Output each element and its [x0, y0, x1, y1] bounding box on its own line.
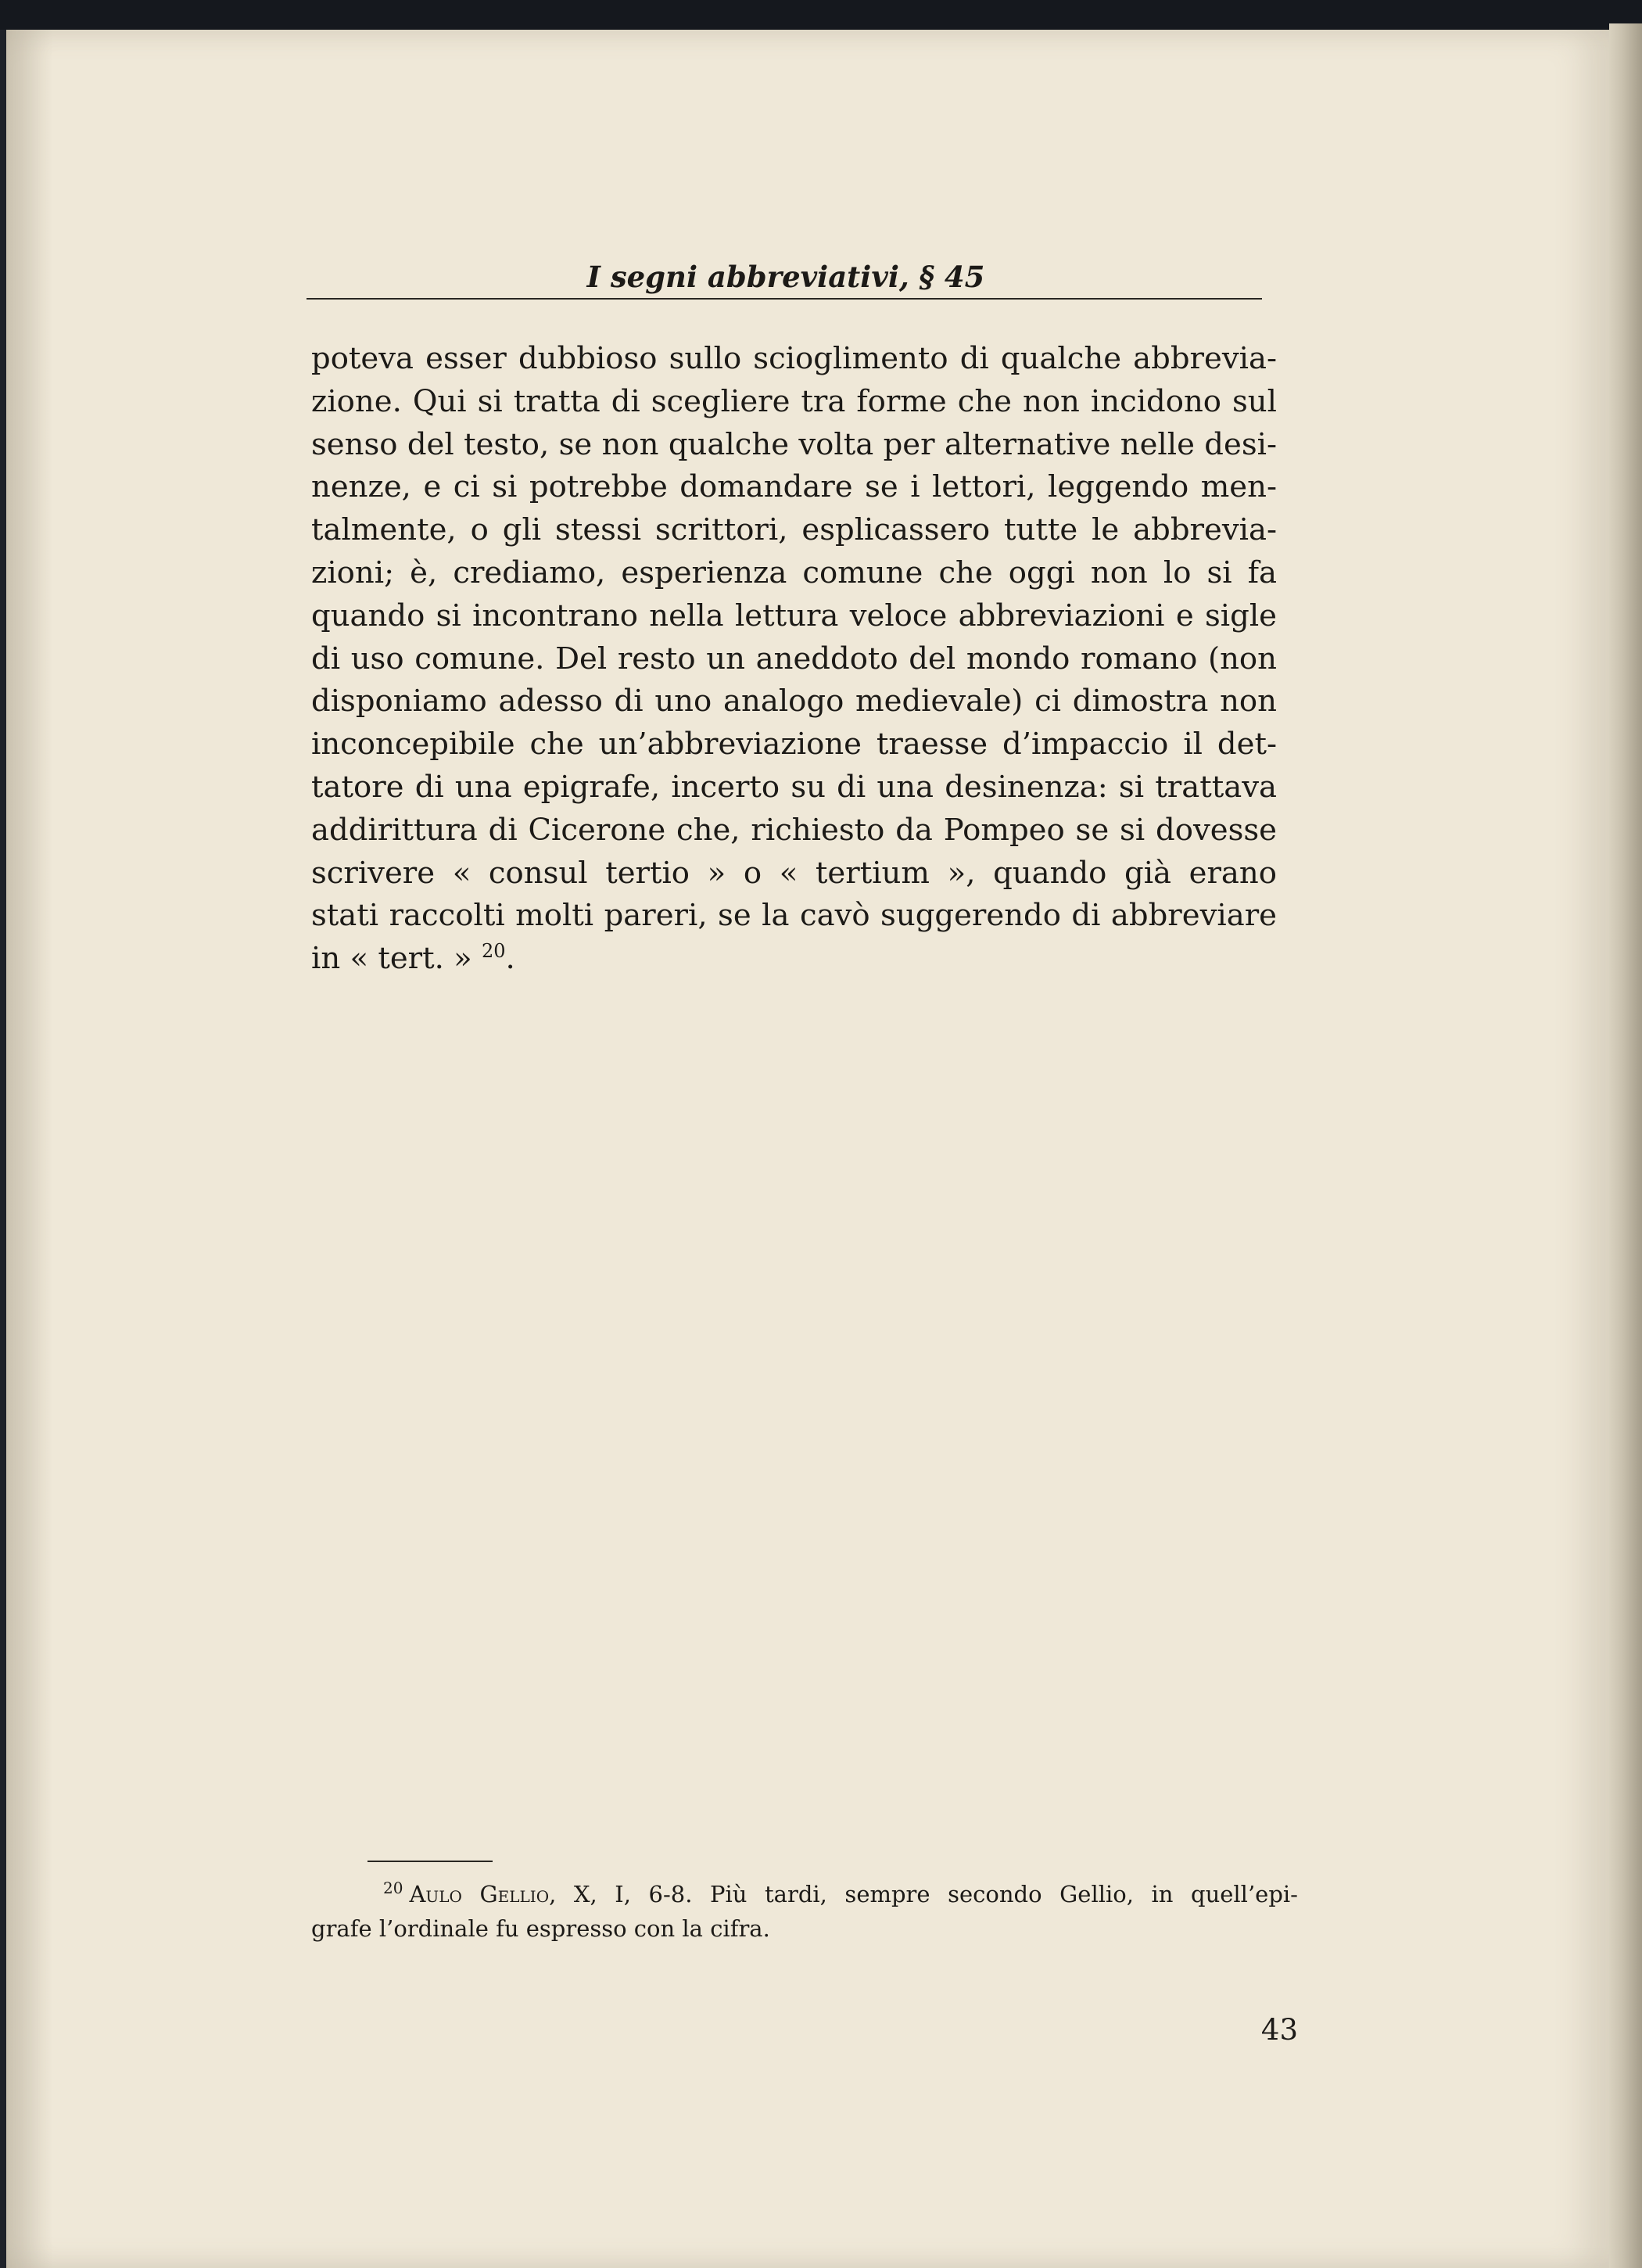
running-header: I segni abbreviativi, § 45	[586, 260, 985, 294]
body-line: disponiamo adesso di uno analogo medievale) ci dimostra non	[311, 684, 1277, 720]
footnote-reference[interactable]: 20	[481, 940, 506, 963]
body-line: nenze, e ci si potrebbe domandare se i lettori, leggendo men-	[311, 469, 1277, 505]
footnote-line1-text: , X, I, 6-8. Più tardi, sempre secondo Gellio, in quell’epi-	[549, 1881, 1298, 1907]
body-line: talmente, o gli stessi scrittori, esplicassero tutte le abbrevia-	[311, 512, 1277, 548]
body-line: zione. Qui si tratta di scegliere tra forme che non incidono sul	[311, 383, 1277, 419]
body-line: stati raccolti molti pareri, se la cavò suggerendo di abbreviare	[311, 898, 1277, 934]
scan-top-border	[0, 0, 1642, 30]
body-line: di uso comune. Del resto un aneddoto del mondo romano (non	[311, 641, 1277, 676]
header-rule	[307, 298, 1262, 300]
body-line: inconcepibile che un’abbreviazione traesse d’impaccio il det-	[311, 727, 1277, 763]
body-line: addirittura di Cicerone che, richiesto da Pompeo se si dovesse	[311, 812, 1277, 848]
footnote-author: Aulo Gellio	[409, 1881, 550, 1907]
footnote-line: grafe l’ordinale fu espresso con la cifra.	[311, 1915, 770, 1942]
footnote	[311, 1877, 1298, 1946]
page-number: 43	[1260, 2013, 1298, 2047]
body-line: senso del testo, se non qualche volta per alternative nelle desi-	[311, 426, 1277, 462]
footnote-rule	[367, 1861, 493, 1862]
body-line: poteva esser dubbioso sullo scioglimento di qualche abbrevia-	[311, 341, 1277, 376]
page-edge	[1609, 23, 1642, 2268]
body-text	[311, 338, 1277, 981]
body-line: zioni; è, crediamo, esperienza comune che oggi non lo si fa	[311, 554, 1277, 590]
body-last-line	[311, 938, 1277, 981]
footnote-line	[311, 1877, 1298, 1911]
body-line: tatore di una epigrafe, incerto su di una desinenza: si trattava	[311, 769, 1277, 805]
body-line: scrivere « consul tertio » o « tertium », quando già erano	[311, 855, 1277, 891]
page-gutter-shadow	[6, 30, 53, 2268]
body-last-line-text: in « tert. »	[311, 941, 482, 977]
body-last-line-end: .	[505, 941, 515, 977]
body-line: quando si incontrano nella lettura veloce abbreviazioni e sigle	[311, 598, 1277, 633]
footnote-number: 20	[383, 1879, 403, 1898]
